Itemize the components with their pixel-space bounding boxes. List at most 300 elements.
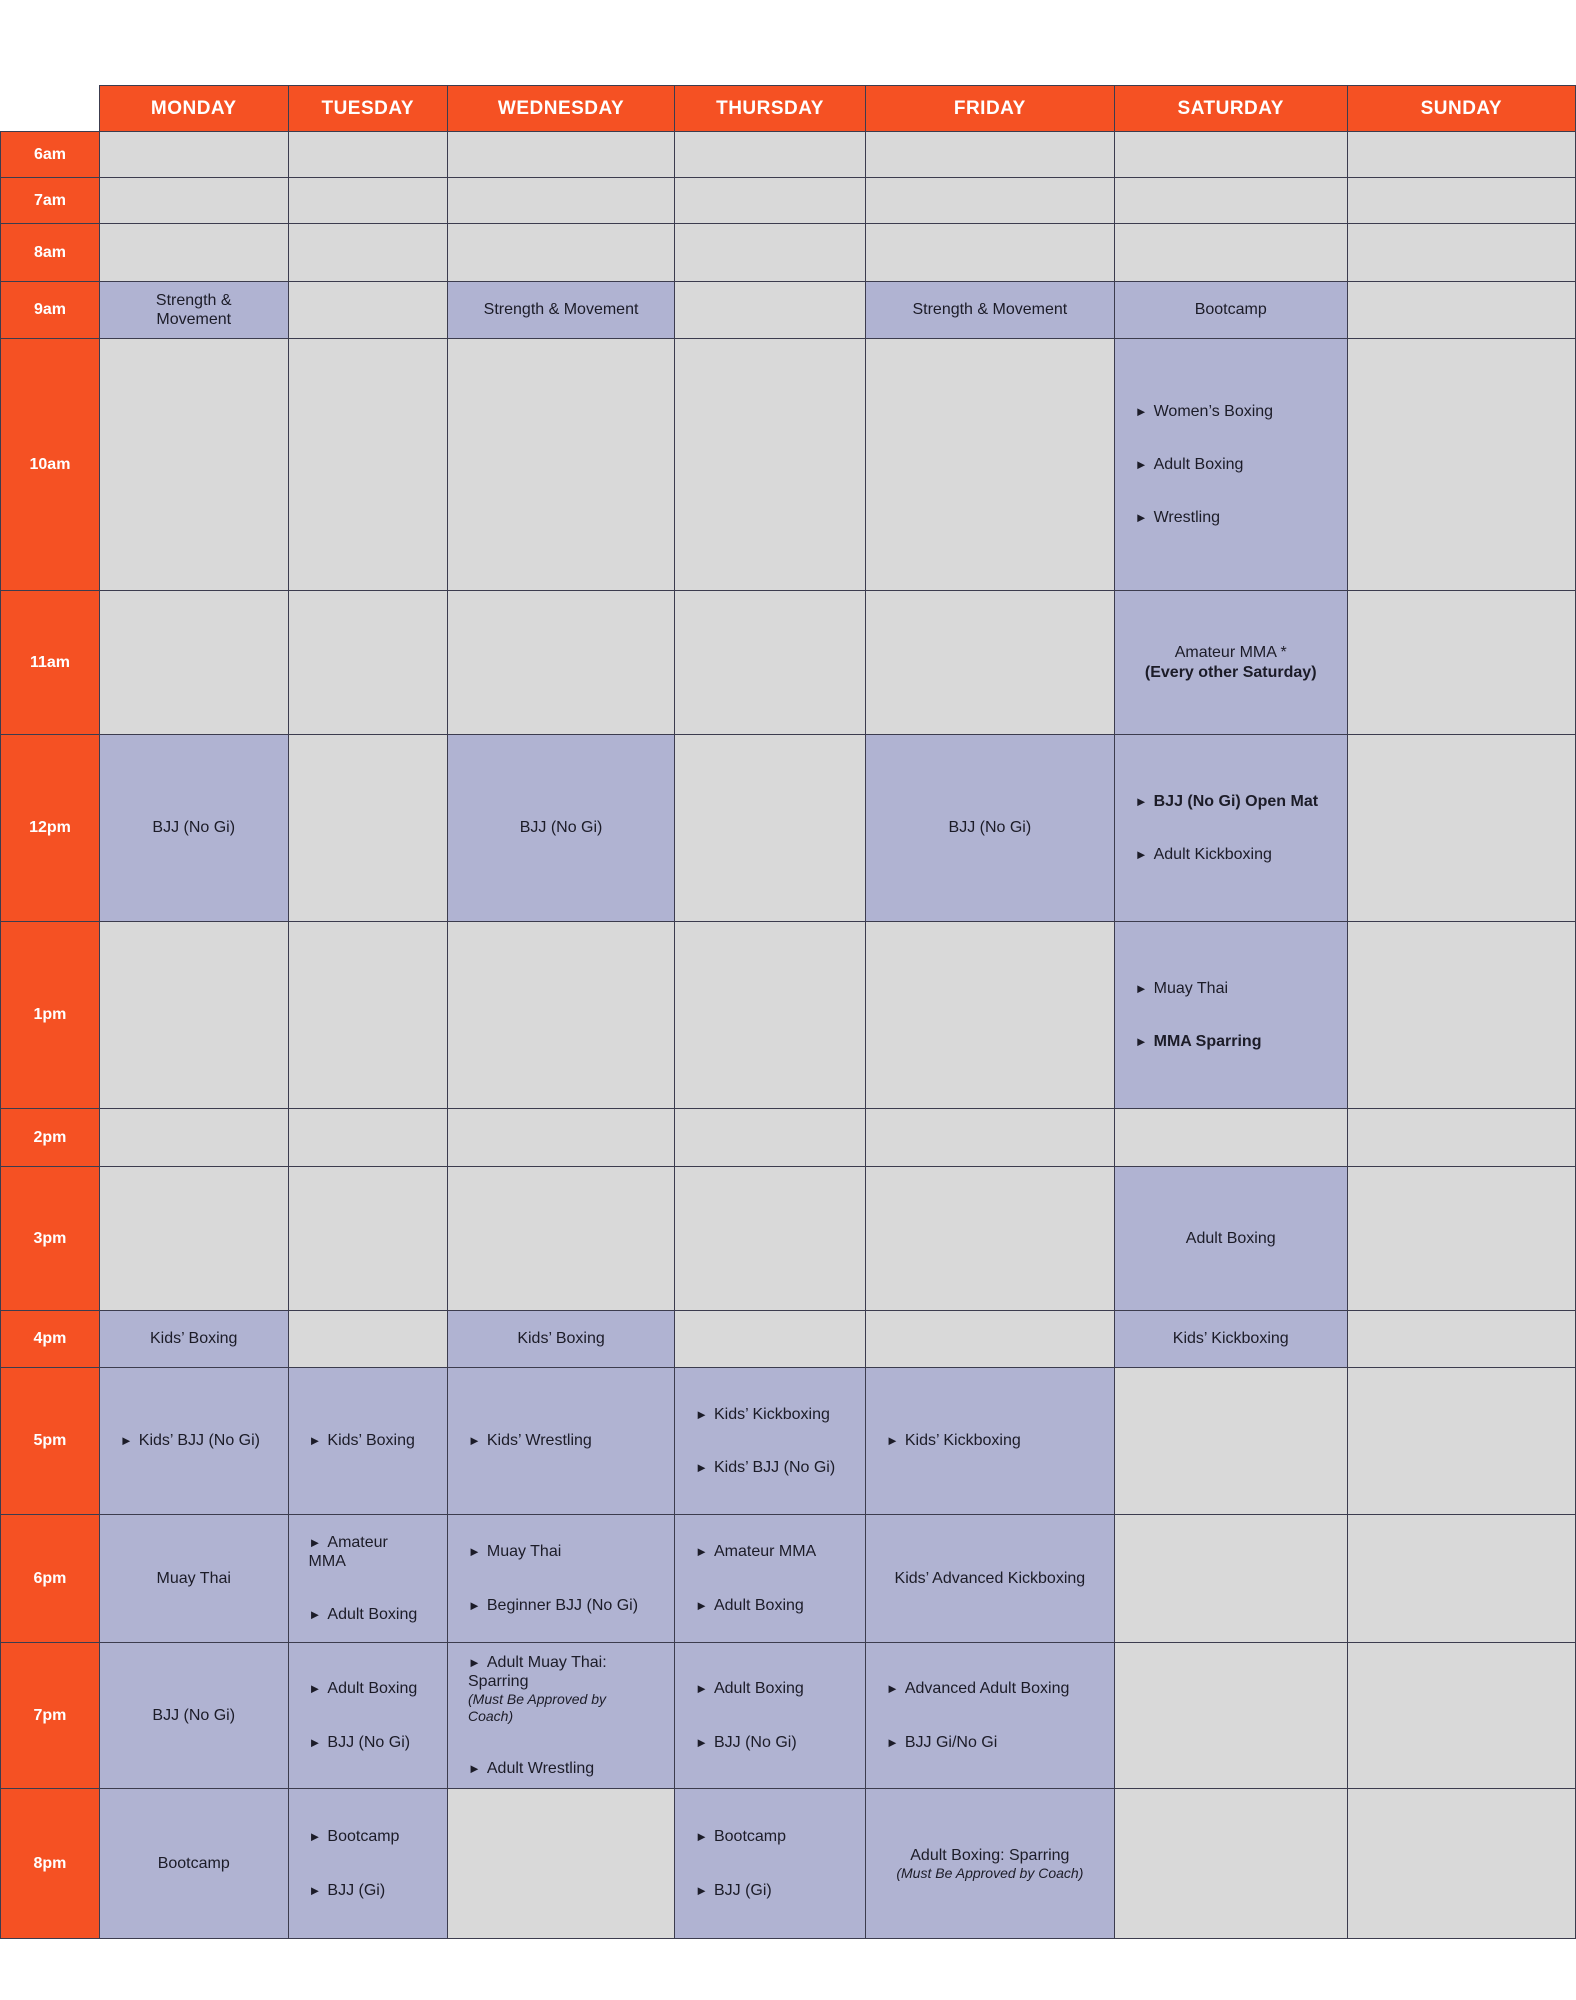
empty-cell-tuesday	[288, 282, 447, 339]
class-entry	[309, 1431, 415, 1450]
class-cell-tuesday	[288, 1643, 447, 1789]
day-header-friday: FRIDAY	[865, 86, 1114, 132]
class-cell-monday	[99, 282, 288, 339]
time-label: 3pm	[1, 1167, 100, 1311]
play-arrow-icon: ►	[1134, 1034, 1148, 1049]
empty-cell-saturday	[1114, 178, 1347, 224]
class-schedule-note: (Every other Saturday)	[1144, 663, 1317, 681]
class-entry	[468, 1596, 638, 1615]
day-header-saturday: SATURDAY	[1114, 86, 1347, 132]
play-arrow-icon: ►	[119, 1433, 133, 1449]
empty-cell-tuesday	[288, 339, 447, 591]
empty-cell-sunday	[1347, 735, 1575, 922]
class-entry	[896, 1846, 1083, 1882]
class-list	[1115, 1229, 1347, 1248]
class-entry	[949, 818, 1032, 837]
class-cell-monday	[99, 1789, 288, 1939]
class-entry	[1135, 792, 1318, 811]
class-name: Adult Boxing	[713, 1596, 804, 1614]
empty-cell-tuesday	[288, 132, 447, 178]
class-entry	[695, 1458, 835, 1477]
empty-cell-tuesday	[288, 1109, 447, 1167]
class-entry	[309, 1733, 411, 1752]
time-row	[1, 1167, 1576, 1311]
empty-cell-sunday	[1347, 1789, 1575, 1939]
time-row	[1, 922, 1576, 1109]
class-cell-friday	[865, 1643, 1114, 1789]
class-list	[448, 300, 674, 319]
class-cell-wednesday	[448, 735, 675, 922]
time-label: 6pm	[1, 1515, 100, 1643]
play-arrow-icon: ►	[885, 1433, 899, 1449]
class-list	[1115, 979, 1347, 1051]
play-arrow-icon: ►	[468, 1433, 481, 1449]
weekly-schedule-table	[0, 85, 1576, 1939]
class-list	[1115, 300, 1347, 319]
class-entry	[695, 1405, 830, 1424]
class-entry	[484, 300, 639, 319]
class-name: BJJ (No Gi)	[152, 819, 236, 837]
class-cell-saturday	[1114, 1311, 1347, 1368]
class-name: Amateur MMA	[713, 1543, 817, 1561]
class-cell-tuesday	[288, 1515, 447, 1643]
class-approval-note: (Must Be Approved by Coach)	[468, 1691, 606, 1725]
class-name: Bootcamp	[713, 1828, 787, 1846]
empty-cell-sunday	[1347, 1643, 1575, 1789]
class-name: Kids’ Advanced Kickboxing	[894, 1569, 1086, 1587]
empty-cell-monday	[99, 1109, 288, 1167]
empty-cell-wednesday	[448, 132, 675, 178]
class-name: Adult Boxing: Sparring	[910, 1846, 1070, 1864]
class-entry	[1135, 508, 1220, 527]
day-header-monday: MONDAY	[99, 86, 288, 132]
class-cell-thursday	[675, 1515, 866, 1643]
empty-cell-sunday	[1347, 132, 1575, 178]
class-cell-thursday	[675, 1643, 866, 1789]
play-arrow-icon: ►	[308, 1681, 322, 1697]
empty-cell-monday	[99, 132, 288, 178]
time-label: 8am	[1, 224, 100, 282]
empty-cell-wednesday	[448, 224, 675, 282]
play-arrow-icon: ►	[308, 1607, 322, 1623]
empty-cell-sunday	[1347, 1311, 1575, 1368]
empty-cell-tuesday	[288, 735, 447, 922]
class-name: MMA Sparring	[1153, 1033, 1262, 1050]
schedule-body	[1, 132, 1576, 1939]
empty-cell-thursday	[675, 282, 866, 339]
time-label: 6am	[1, 132, 100, 178]
class-list	[100, 1569, 288, 1588]
play-arrow-icon: ►	[885, 1734, 899, 1750]
play-arrow-icon: ►	[695, 1829, 708, 1845]
class-entry	[1173, 1329, 1289, 1348]
class-name: Adult Muay Thai: Sparring	[468, 1653, 607, 1691]
empty-cell-sunday	[1347, 591, 1575, 735]
class-cell-monday	[99, 1368, 288, 1515]
empty-cell-sunday	[1347, 282, 1575, 339]
class-entry	[886, 1431, 1021, 1450]
time-label: 4pm	[1, 1311, 100, 1368]
class-name: Bootcamp	[157, 1854, 230, 1872]
play-arrow-icon: ►	[1134, 510, 1148, 526]
empty-cell-thursday	[675, 735, 866, 922]
class-name: Adult Boxing	[1153, 455, 1244, 473]
empty-cell-thursday	[675, 339, 866, 591]
class-entry	[1135, 402, 1273, 421]
class-name: BJJ Gi/No Gi	[904, 1733, 998, 1751]
empty-cell-sunday	[1347, 1167, 1575, 1311]
class-list	[100, 1329, 288, 1348]
class-entry	[468, 1542, 561, 1561]
time-label: 9am	[1, 282, 100, 339]
play-arrow-icon: ►	[695, 1597, 708, 1613]
class-name: Kids’ Wrestling	[486, 1432, 592, 1450]
class-name: BJJ (No Gi)	[713, 1733, 797, 1751]
empty-cell-saturday	[1114, 132, 1347, 178]
empty-cell-saturday	[1114, 224, 1347, 282]
time-row	[1, 1311, 1576, 1368]
empty-cell-wednesday	[448, 339, 675, 591]
class-cell-wednesday	[448, 1515, 675, 1643]
class-list	[866, 1431, 1114, 1450]
class-cell-saturday	[1114, 922, 1347, 1109]
time-label: 2pm	[1, 1109, 100, 1167]
class-entry	[309, 1679, 418, 1698]
class-list	[448, 1542, 674, 1614]
time-row	[1, 339, 1576, 591]
time-row	[1, 1368, 1576, 1515]
time-row	[1, 591, 1576, 735]
class-list	[1115, 792, 1347, 864]
class-cell-saturday	[1114, 1167, 1347, 1311]
class-list	[100, 818, 288, 837]
play-arrow-icon: ►	[1134, 847, 1148, 862]
empty-cell-tuesday	[288, 1311, 447, 1368]
class-cell-monday	[99, 1311, 288, 1368]
class-name: Kids’ Boxing	[517, 1330, 605, 1348]
class-list	[1115, 643, 1347, 681]
class-entry	[886, 1733, 997, 1752]
class-name: Kids’ Boxing	[327, 1432, 415, 1450]
empty-cell-wednesday	[448, 1167, 675, 1311]
class-entry	[120, 1431, 260, 1450]
play-arrow-icon: ►	[695, 1882, 708, 1898]
corner-cell	[1, 86, 100, 132]
day-header-sunday: SUNDAY	[1347, 86, 1575, 132]
class-name: Kids’ BJJ (No Gi)	[713, 1459, 836, 1476]
empty-cell-thursday	[675, 1311, 866, 1368]
class-entry	[150, 1329, 237, 1348]
class-entry	[520, 818, 603, 837]
empty-cell-wednesday	[448, 178, 675, 224]
class-cell-wednesday	[448, 1368, 675, 1515]
empty-cell-friday	[865, 1109, 1114, 1167]
play-arrow-icon: ►	[1134, 793, 1148, 809]
class-name: Women’s Boxing	[1153, 402, 1274, 420]
empty-cell-friday	[865, 1167, 1114, 1311]
class-cell-saturday	[1114, 339, 1347, 591]
empty-cell-sunday	[1347, 224, 1575, 282]
empty-cell-sunday	[1347, 1109, 1575, 1167]
empty-cell-sunday	[1347, 339, 1575, 591]
play-arrow-icon: ►	[1134, 456, 1148, 472]
class-list	[866, 1846, 1114, 1882]
class-list	[866, 300, 1114, 319]
class-name: Strength & Movement	[155, 291, 232, 328]
play-arrow-icon: ►	[695, 1734, 708, 1750]
play-arrow-icon: ►	[468, 1760, 481, 1776]
class-cell-thursday	[675, 1368, 866, 1515]
empty-cell-tuesday	[288, 1167, 447, 1311]
class-entry	[1195, 300, 1267, 319]
class-name: Muay Thai	[486, 1543, 562, 1561]
class-name: Beginner BJJ (No Gi)	[486, 1596, 639, 1614]
time-row	[1, 1789, 1576, 1939]
class-entry	[468, 1431, 592, 1450]
class-name: BJJ (No Gi)	[948, 819, 1032, 837]
class-name: Kids’ Kickboxing	[1172, 1330, 1289, 1348]
class-list	[100, 291, 288, 329]
class-entry	[152, 1706, 235, 1725]
class-name: Kids’ BJJ (No Gi)	[138, 1432, 260, 1450]
class-list	[448, 818, 674, 837]
class-list	[866, 1569, 1114, 1588]
time-row	[1, 1515, 1576, 1643]
class-list	[289, 1827, 447, 1899]
class-name: Adult Kickboxing	[1153, 846, 1272, 863]
play-arrow-icon: ►	[468, 1654, 481, 1670]
empty-cell-saturday	[1114, 1643, 1347, 1789]
class-name: Bootcamp	[327, 1828, 400, 1846]
class-entry	[695, 1881, 772, 1900]
time-row	[1, 735, 1576, 922]
class-entry	[886, 1679, 1069, 1698]
class-entry	[895, 1569, 1086, 1588]
class-entry	[517, 1329, 604, 1348]
empty-cell-tuesday	[288, 224, 447, 282]
class-entry	[120, 291, 268, 329]
class-name: BJJ (No Gi)	[327, 1733, 411, 1751]
class-entry	[468, 1759, 594, 1778]
empty-cell-friday	[865, 591, 1114, 735]
empty-cell-thursday	[675, 178, 866, 224]
empty-cell-thursday	[675, 1167, 866, 1311]
empty-cell-friday	[865, 178, 1114, 224]
class-name: Bootcamp	[1194, 301, 1267, 319]
class-entry	[912, 300, 1067, 319]
play-arrow-icon: ►	[695, 1681, 708, 1697]
play-arrow-icon: ►	[468, 1597, 481, 1613]
class-list	[675, 1679, 865, 1751]
class-name: Adult Boxing	[1185, 1229, 1276, 1247]
class-entry	[1135, 455, 1244, 474]
empty-cell-sunday	[1347, 178, 1575, 224]
class-cell-saturday	[1114, 591, 1347, 735]
class-entry	[309, 1881, 386, 1900]
play-arrow-icon: ►	[468, 1544, 481, 1560]
empty-cell-wednesday	[448, 1109, 675, 1167]
class-list	[1115, 1329, 1347, 1348]
time-row	[1, 1643, 1576, 1789]
class-name: Amateur MMA	[308, 1533, 388, 1570]
empty-cell-sunday	[1347, 922, 1575, 1109]
play-arrow-icon: ►	[885, 1681, 899, 1697]
empty-cell-saturday	[1114, 1368, 1347, 1515]
empty-cell-friday	[865, 224, 1114, 282]
class-list	[289, 1679, 447, 1751]
class-cell-tuesday	[288, 1789, 447, 1939]
empty-cell-friday	[865, 132, 1114, 178]
play-arrow-icon: ►	[695, 1544, 708, 1560]
empty-cell-wednesday	[448, 591, 675, 735]
time-label: 7pm	[1, 1643, 100, 1789]
class-entry	[157, 1569, 231, 1588]
class-list	[448, 1431, 674, 1450]
class-cell-friday	[865, 735, 1114, 922]
time-label: 5pm	[1, 1368, 100, 1515]
class-entry	[152, 818, 235, 837]
class-entry	[695, 1733, 797, 1752]
day-header-thursday: THURSDAY	[675, 86, 866, 132]
class-list	[448, 1329, 674, 1348]
class-list	[866, 1679, 1114, 1751]
empty-cell-tuesday	[288, 922, 447, 1109]
class-name: Adult Boxing	[713, 1680, 804, 1698]
class-name: Adult Wrestling	[486, 1759, 595, 1777]
time-row	[1, 224, 1576, 282]
empty-cell-wednesday	[448, 922, 675, 1109]
class-entry	[309, 1533, 427, 1571]
time-label: 12pm	[1, 735, 100, 922]
time-label: 8pm	[1, 1789, 100, 1939]
day-header-tuesday: TUESDAY	[288, 86, 447, 132]
time-label: 7am	[1, 178, 100, 224]
class-entry	[1186, 1229, 1276, 1248]
class-name: BJJ (Gi)	[327, 1881, 386, 1899]
empty-cell-thursday	[675, 224, 866, 282]
class-cell-thursday	[675, 1789, 866, 1939]
class-name: Strength & Movement	[483, 301, 639, 319]
class-cell-tuesday	[288, 1368, 447, 1515]
play-arrow-icon: ►	[308, 1882, 322, 1898]
empty-cell-friday	[865, 1311, 1114, 1368]
class-list	[289, 1533, 447, 1625]
class-cell-monday	[99, 735, 288, 922]
class-cell-wednesday	[448, 1311, 675, 1368]
class-cell-friday	[865, 1515, 1114, 1643]
class-list	[100, 1706, 288, 1725]
empty-cell-thursday	[675, 922, 866, 1109]
class-name: BJJ (Gi)	[713, 1881, 772, 1899]
class-entry	[309, 1827, 400, 1846]
play-arrow-icon: ►	[1134, 980, 1148, 996]
time-label: 1pm	[1, 922, 100, 1109]
class-name: Adult Boxing	[327, 1606, 418, 1624]
class-list	[448, 1653, 674, 1778]
class-list	[866, 818, 1114, 837]
empty-cell-saturday	[1114, 1789, 1347, 1939]
empty-cell-sunday	[1347, 1368, 1575, 1515]
empty-cell-monday	[99, 1167, 288, 1311]
empty-cell-monday	[99, 178, 288, 224]
play-arrow-icon: ►	[1134, 403, 1148, 419]
class-list	[100, 1854, 288, 1873]
class-list	[675, 1542, 865, 1614]
empty-cell-saturday	[1114, 1515, 1347, 1643]
time-row	[1, 132, 1576, 178]
class-cell-wednesday	[448, 1643, 675, 1789]
day-header-row	[1, 86, 1576, 132]
time-row	[1, 178, 1576, 224]
empty-cell-saturday	[1114, 1109, 1347, 1167]
time-label: 11am	[1, 591, 100, 735]
class-cell-friday	[865, 1368, 1114, 1515]
class-entry	[1135, 845, 1272, 864]
empty-cell-tuesday	[288, 591, 447, 735]
class-name: Muay Thai	[1153, 979, 1229, 997]
class-name: Strength & Movement	[912, 301, 1068, 319]
class-name: Kids’ Kickboxing	[904, 1432, 1021, 1450]
day-header-wednesday: WEDNESDAY	[448, 86, 675, 132]
class-name: Muay Thai	[156, 1569, 231, 1587]
empty-cell-thursday	[675, 591, 866, 735]
play-arrow-icon: ►	[308, 1433, 322, 1449]
class-entry	[468, 1653, 654, 1725]
class-name: Kids’ Boxing	[150, 1330, 238, 1348]
class-approval-note: (Must Be Approved by Coach)	[896, 1864, 1084, 1881]
class-name: Kids’ Kickboxing	[713, 1405, 830, 1423]
class-list	[289, 1431, 447, 1450]
class-entry	[1145, 643, 1317, 681]
class-list	[675, 1405, 865, 1477]
class-entry	[309, 1605, 418, 1624]
play-arrow-icon: ►	[308, 1829, 322, 1845]
class-cell-wednesday	[448, 282, 675, 339]
class-list	[675, 1827, 865, 1899]
play-arrow-icon: ►	[308, 1534, 322, 1550]
empty-cell-monday	[99, 224, 288, 282]
class-entry	[1135, 1032, 1262, 1051]
class-name: Advanced Adult Boxing	[904, 1680, 1070, 1698]
empty-cell-thursday	[675, 132, 866, 178]
class-cell-monday	[99, 1515, 288, 1643]
class-cell-saturday	[1114, 282, 1347, 339]
time-label: 10am	[1, 339, 100, 591]
empty-cell-friday	[865, 922, 1114, 1109]
class-entry	[695, 1596, 804, 1615]
class-entry	[695, 1827, 786, 1846]
class-list	[1115, 402, 1347, 528]
empty-cell-thursday	[675, 1109, 866, 1167]
empty-cell-sunday	[1347, 1515, 1575, 1643]
class-entry	[695, 1542, 816, 1561]
class-entry	[158, 1854, 230, 1873]
class-list	[100, 1431, 288, 1450]
time-row	[1, 1109, 1576, 1167]
class-name: Wrestling	[1153, 509, 1220, 527]
empty-cell-tuesday	[288, 178, 447, 224]
play-arrow-icon: ►	[308, 1734, 322, 1750]
class-name: Amateur MMA *	[1174, 644, 1287, 662]
empty-cell-monday	[99, 339, 288, 591]
class-cell-saturday	[1114, 735, 1347, 922]
play-arrow-icon: ►	[695, 1460, 708, 1475]
empty-cell-wednesday	[448, 1789, 675, 1939]
play-arrow-icon: ►	[695, 1406, 708, 1422]
class-name: BJJ (No Gi) Open Mat	[1153, 792, 1319, 810]
empty-cell-monday	[99, 591, 288, 735]
time-row	[1, 282, 1576, 339]
